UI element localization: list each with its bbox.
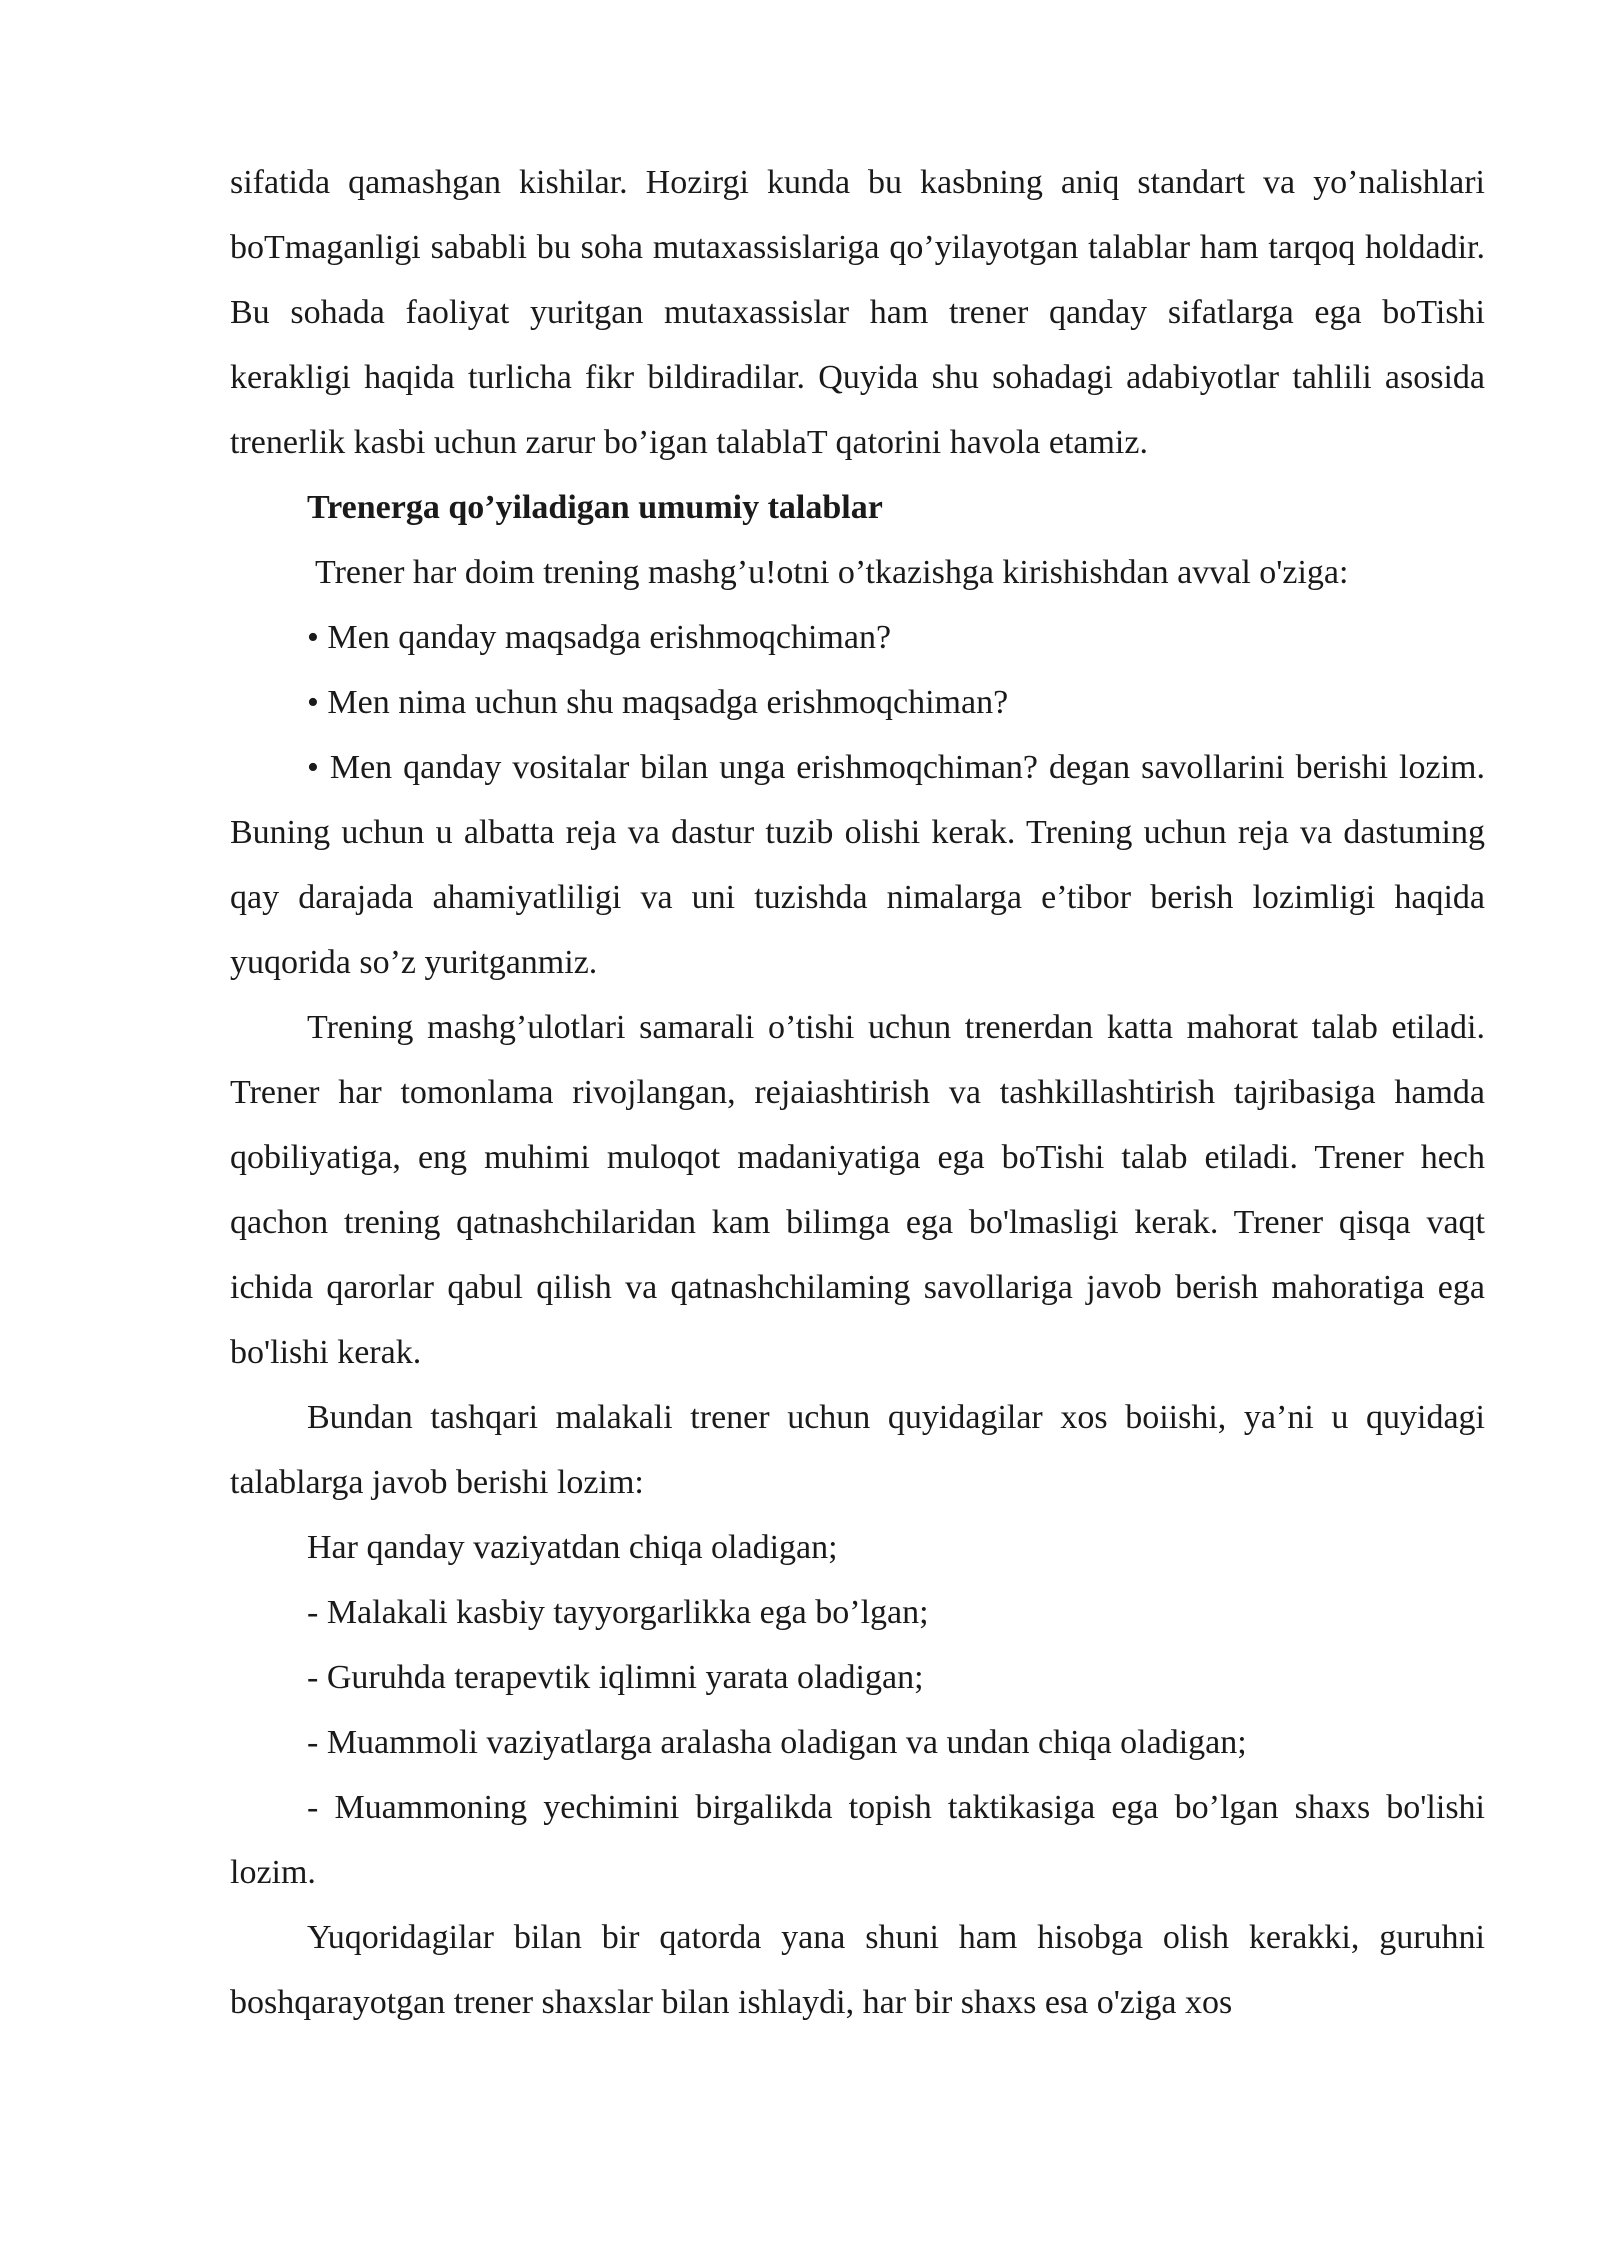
list-item: - Malakali kasbiy tayyorgarlikka ega bo’lgan;: [307, 1594, 929, 1631]
paragraph-3: Bundan tashqari malakali trener uchun quyidagilar xos boiishi, ya’ni u quyidagi talablarga javob berishi lozim:: [230, 1399, 1485, 1501]
document-page: [230, 150, 1485, 2035]
list-item: - Muammoning yechimini birgalikda topish taktikasiga ega bo’lgan shaxs bo'lishi lozim.: [230, 1789, 1485, 1891]
question-3-paragraph: • Men qanday vositalar bilan unga erishmoqchiman? degan savollarini berishi lozim. Buning uchun u albatta reja va dastur tuzib olishi kerak. Trening uchun reja va dastuming qay darajada ahamiyatliligi va uni tuzishda nimalarga e’tibor berish lozimligi haqida yuqorida so’z yuritganmiz.: [230, 749, 1485, 981]
list-item: - Muammoli vaziyatlarga aralasha oladigan va undan chiqa oladigan;: [307, 1724, 1247, 1761]
section-heading: Trenerga qo’yiladigan umumiy talablar: [307, 489, 883, 526]
question-2: • Men nima uchun shu maqsadga erishmoqchiman?: [307, 684, 1009, 721]
question-1: • Men qanday maqsadga erishmoqchiman?: [307, 619, 892, 656]
paragraph-4: Yuqoridagilar bilan bir qatorda yana shuni ham hisobga olish kerakki, guruhni boshqarayotgan trener shaxslar bilan ishlaydi, har bir shaxs esa o'ziga xos: [230, 1919, 1485, 2021]
intro-line: Trener har doim trening mashg’u!otni o’tkazishga kirishishdan avval o'ziga:: [315, 554, 1349, 591]
paragraph-1: sifatida qamashgan kishilar. Hozirgi kunda bu kasbning aniq standart va yo’nalishlari boTmaganligi sababli bu soha mutaxassislariga qo’yilayotgan talablar ham tarqoq holdadir. Bu sohada faoliyat yuritgan mutaxassislar ham trener qanday sifatlarga ega boTishi kerakligi haqida turlicha fikr bildiradilar. Quyida shu sohadagi adabiyotlar tahlili asosida trenerlik kasbi uchun zarur bo’igan talablaT qatorini havola etamiz.: [230, 164, 1485, 461]
list-item: Har qanday vaziyatdan chiqa oladigan;: [307, 1529, 838, 1566]
paragraph-2: Trening mashg’ulotlari samarali o’tishi uchun trenerdan katta mahorat talab etiladi. Trener har tomonlama rivojlangan, rejaiashtirish va tashkillashtirish tajribasiga hamda qobiliyatiga, eng muhimi muloqot madaniyatiga ega boTishi talab etiladi. Trener hech qachon trening qatnashchilaridan kam bilimga ega bo'lmasligi kerak. Trener qisqa vaqt ichida qarorlar qabul qilish va qatnashchilaming savollariga javob berish mahoratiga ega bo'lishi kerak.: [230, 1009, 1485, 1371]
list-item: - Guruhda terapevtik iqlimni yarata oladigan;: [307, 1659, 924, 1696]
